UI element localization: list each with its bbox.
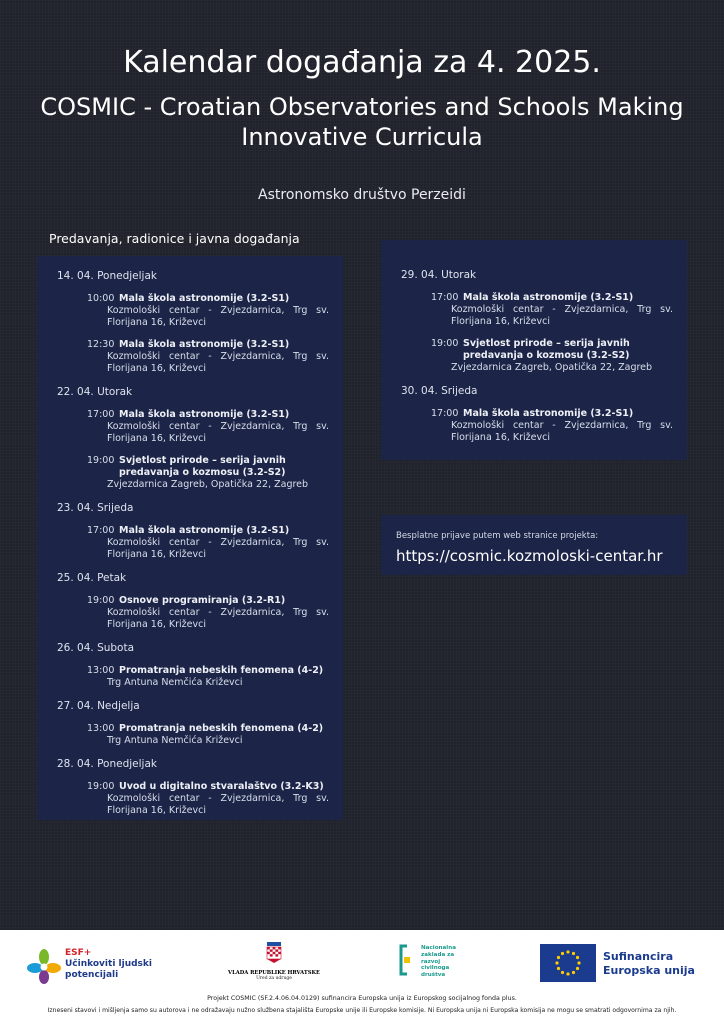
event-location: Kozmološki centar - Zvjezdarnica, Trg sv. Florijana 16, Križevci [107, 421, 329, 444]
eu-star-icon [561, 971, 564, 974]
event-time: 10:00 [87, 293, 115, 304]
day-block [37, 699, 343, 747]
nzrcd-logo [398, 944, 468, 988]
event-time: 13:00 [87, 723, 115, 734]
event-name: Mala škola astronomije (3.2-S1) [119, 339, 290, 350]
nzrcd-line-4: civilnoga [421, 965, 450, 972]
day-block [381, 384, 687, 444]
funding-note: Projekt COSMIC (SF.2.4.06.04.0129) sufinancira Europska unija iz Europskog socijalnog fonda plus. [207, 995, 517, 1002]
disclaimer: Izneseni stavovi i mišljenja samo su autorova i ne odražavaju nužno službena stajališta Europske unije ili Europske komisije. Ni Europska unija ni Europska komisija ne mogu se smatrati odgovornima za njih. [47, 1007, 677, 1014]
esf-flower-icon [27, 948, 61, 984]
esf-line-1: Učinkoviti ljudski [65, 959, 152, 969]
day-block [37, 571, 343, 631]
event-name: Mala škola astronomije (3.2-S1) [119, 525, 290, 536]
event-header [431, 338, 673, 362]
eu-star-icon [576, 956, 579, 959]
event-header [431, 408, 673, 420]
eu-line-1: Sufinancira [603, 950, 674, 963]
section-heading: Predavanja, radionice i javna događanja [49, 231, 300, 246]
day-heading: 23. 04. Srijeda [57, 502, 134, 514]
croatian-coat-of-arms-icon [266, 942, 282, 964]
esf-logo [27, 948, 177, 988]
event-header [431, 292, 673, 304]
eu-star-icon [561, 952, 564, 955]
event-item [431, 408, 673, 444]
event-name: Mala škola astronomije (3.2-S1) [119, 409, 290, 420]
event-location: Kozmološki centar - Zvjezdarnica, Trg sv. Florijana 16, Križevci [107, 537, 329, 560]
registration-panel [381, 515, 687, 575]
day-heading: 26. 04. Subota [57, 642, 135, 654]
event-name: Svjetlost prirode – serija javnih predavanja o kozmosu (3.2-S2) [463, 338, 630, 361]
event-time: 19:00 [87, 455, 115, 466]
eu-star-icon [557, 956, 560, 959]
day-block [37, 385, 343, 491]
esf-plus-label: ESF+ [65, 948, 92, 958]
event-name: Svjetlost prirode – serija javnih predavanja o kozmosu (3.2-S2) [119, 455, 286, 478]
day-heading: 30. 04. Srijeda [401, 385, 478, 397]
event-name: Mala škola astronomije (3.2-S1) [463, 292, 634, 303]
event-location: Kozmološki centar - Zvjezdarnica, Trg sv. Florijana 16, Križevci [451, 420, 673, 443]
event-location: Trg Antuna Nemčića Križevci [107, 677, 243, 688]
nzrcd-line-3: razvoj [421, 958, 441, 965]
event-time: 19:00 [87, 781, 115, 792]
eu-star-icon [566, 972, 569, 975]
event-item [87, 595, 329, 631]
event-item [431, 292, 673, 328]
nzrcd-text [421, 945, 456, 979]
event-location: Kozmološki centar - Zvjezdarnica, Trg sv. Florijana 16, Križevci [107, 305, 329, 328]
esf-line-2: potencijali [65, 970, 119, 980]
day-heading: 14. 04. Ponedjeljak [57, 270, 157, 282]
event-time: 17:00 [431, 292, 459, 303]
event-item [87, 339, 329, 375]
eu-line-2: Europska unija [603, 964, 695, 977]
event-name: Osnove programiranja (3.2-R1) [119, 595, 286, 606]
event-header [87, 781, 329, 793]
event-time: 19:00 [87, 595, 115, 606]
event-item [87, 293, 329, 329]
eu-star-icon [572, 952, 575, 955]
day-block [37, 269, 343, 375]
event-location: Kozmološki centar - Zvjezdarnica, Trg sv. Florijana 16, Križevci [451, 304, 673, 327]
project-subtitle: COSMIC - Croatian Observatories and Schools Making Innovative Curricula [40, 93, 684, 151]
event-location: Zvjezdarnica Zagreb, Opatička 22, Zagreb [451, 362, 653, 373]
event-time: 17:00 [87, 409, 115, 420]
day-heading: 22. 04. Utorak [57, 386, 133, 398]
event-item [87, 525, 329, 561]
event-header [87, 525, 329, 537]
event-location: Kozmološki centar - Zvjezdarnica, Trg sv. Florijana 16, Križevci [107, 351, 329, 374]
event-name: Uvod u digitalno stvaralaštvo (3.2-K3) [119, 781, 324, 792]
nzrcd-line-2: zaklada za [421, 951, 455, 958]
event-name: Mala škola astronomije (3.2-S1) [463, 408, 634, 419]
eu-star-icon [576, 967, 579, 970]
event-item [87, 665, 329, 689]
eu-flag-icon [540, 944, 596, 982]
esf-logo-text [65, 948, 152, 981]
event-location: Zvjezdarnica Zagreb, Opatička 22, Zagreb [107, 479, 309, 490]
day-heading: 29. 04. Utorak [401, 269, 477, 281]
nzrcd-line-1: Nacionalna [421, 945, 456, 951]
event-location: Kozmološki centar - Zvjezdarnica, Trg sv. Florijana 16, Križevci [107, 793, 329, 816]
event-header [87, 455, 329, 479]
nzrcd-bracket-icon [398, 944, 418, 980]
day-block [37, 501, 343, 561]
event-header [87, 723, 329, 735]
day-heading: 28. 04. Ponedjeljak [57, 758, 157, 770]
event-item [87, 723, 329, 747]
event-time: 12:30 [87, 339, 115, 350]
event-header [87, 339, 329, 351]
event-item [87, 409, 329, 445]
event-time: 19:00 [431, 338, 459, 349]
schedule-panel-left [37, 256, 343, 820]
organizer-name: Astronomsko društvo Perzeidi [258, 187, 466, 203]
event-time: 13:00 [87, 665, 115, 676]
government-name: VLADA REPUBLIKE HRVATSKE [228, 970, 320, 976]
event-header [87, 409, 329, 421]
day-heading: 27. 04. Nedjelja [57, 700, 140, 712]
eu-star-icon [555, 961, 558, 964]
nzrcd-line-5: društva [421, 972, 446, 979]
eu-text [603, 950, 695, 978]
eu-star-icon [577, 961, 580, 964]
footer [0, 930, 724, 1024]
registration-link[interactable]: https://cosmic.kozmoloski-centar.hr [396, 547, 663, 565]
eu-star-icon [572, 971, 575, 974]
day-block [37, 757, 343, 817]
registration-note: Besplatne prijave putem web stranice projekta: [396, 531, 599, 541]
page-title: Kalendar događanja za 4. 2025. [123, 45, 601, 80]
event-name: Promatranja nebeskih fenomena (4-2) [119, 723, 324, 734]
event-name: Mala škola astronomije (3.2-S1) [119, 293, 290, 304]
schedule-panel-right [381, 240, 687, 460]
event-item [87, 455, 329, 491]
eu-logo [540, 944, 700, 984]
day-block [381, 268, 687, 374]
event-name: Promatranja nebeskih fenomena (4-2) [119, 665, 324, 676]
government-office: Ured za udruge [256, 976, 292, 981]
eu-star-icon [566, 950, 569, 953]
event-time: 17:00 [431, 408, 459, 419]
event-item [87, 781, 329, 817]
day-heading: 25. 04. Petak [57, 572, 127, 584]
event-location: Trg Antuna Nemčića Križevci [107, 735, 243, 746]
government-logo [226, 942, 322, 994]
day-block [37, 641, 343, 689]
event-item [431, 338, 673, 374]
event-header [87, 665, 329, 677]
event-time: 17:00 [87, 525, 115, 536]
event-location: Kozmološki centar - Zvjezdarnica, Trg sv. Florijana 16, Križevci [107, 607, 329, 630]
eu-star-icon [557, 967, 560, 970]
event-header [87, 595, 329, 607]
event-header [87, 293, 329, 305]
